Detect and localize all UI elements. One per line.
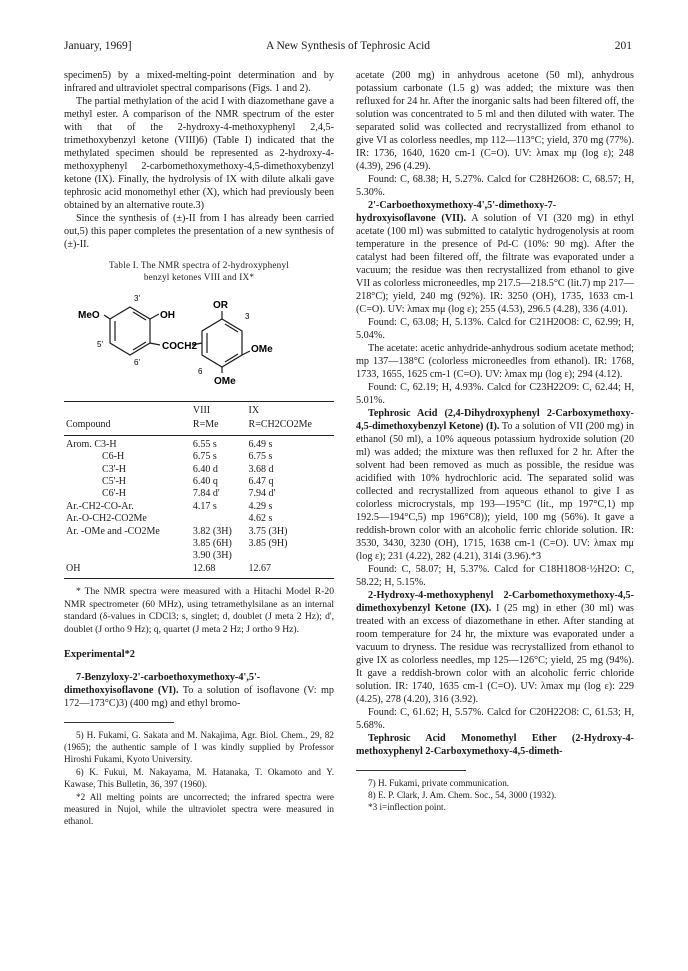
table-cell: C6'-H <box>102 488 127 500</box>
footnote-divider <box>64 722 174 723</box>
table-cell: 3.75 (3H) <box>248 525 288 537</box>
table-row <box>64 476 334 488</box>
paragraph-text: To a solution of isoflavone (V: mp 172—173°C)3) (400 mg) and ethyl bromo- <box>64 685 334 710</box>
table-cell: Ar.-CH2-CO-Ar. <box>66 500 134 512</box>
analysis-line: Found: C, 68.38; H, 5.27%. Calcd for C28H26O8: C, 68.57; H, 5.30%. <box>356 174 634 198</box>
table-cell: C6-H <box>102 451 125 463</box>
table-cell: 4.17 s <box>192 500 217 512</box>
table-cell: 7.94 d' <box>248 488 276 500</box>
table-cell: 4.29 s <box>248 500 273 512</box>
table-row <box>64 550 334 562</box>
table-cell <box>64 538 191 550</box>
compound-heading: 2-Hydroxy-4-methoxyphenyl 2-Carbomethoxymethoxy-4,5-dimethoxybenzyl Ketone (IX). <box>356 590 634 614</box>
table-cell: Ar. -OMe and -CO2Me <box>66 525 160 537</box>
nmr-table <box>64 401 334 579</box>
table-row <box>64 501 334 513</box>
compound-heading: 2'-Carboethoxymethoxy-4',5'-dimethoxy-7-hydroxyisoflavone (VII). <box>356 200 557 224</box>
table-cell: 6.49 s <box>248 438 273 450</box>
ome-bottom-label: OMe <box>214 376 236 387</box>
paragraph-text: A solution of VI (320 mg) in ethyl acetate (100 ml) was submitted to catalytic hydrogenolysis at room temperature in the presence of Pd-C (10%: 90 mg). After the catalyst had been filtered off, the filtrate was evaporated under a vacuum; the residue was then recrystallized from ethanol to give VII as colorless microneedles, mp 217.5—218.5°C (lit.7) mp 217—218°C); yield, 240 mg (92%). IR: 3250 (OH), 1735, 1633 cm-1 (C=O). UV: λmax mμ (log ε); 255 (4.53), 296.5 (4.28), 336 (4.01). <box>356 213 634 315</box>
analysis-line: Found: C, 62.19; H, 4.93%. Calcd for C23H22O9: C, 62.44; H, 5.01%. <box>356 382 634 406</box>
table-cell: C5'-H <box>102 476 127 488</box>
compound-heading: Tephrosic Acid (2,4-Dihydroxyphenyl 2-Carboxymethoxy-4,5-dimethoxybenzyl Ketone) (I). <box>356 408 634 432</box>
table-row <box>64 563 334 579</box>
position-label: 5' <box>97 340 103 349</box>
table-caption-line: Table I. The NMR spectra of 2-hydroxyphenyl <box>108 260 289 270</box>
page-number: 201 <box>614 40 632 52</box>
coch2-label: COCH2 <box>162 341 198 352</box>
table-row <box>64 538 334 550</box>
experimental-paragraph <box>64 671 334 710</box>
table-cell: 3.85 (9H) <box>248 538 288 550</box>
left-column <box>64 69 334 828</box>
footnote: 6) K. Fukui, M. Nakayama, M. Hatanaka, T. Okamoto and Y. Kawase, This Bulletin, 36, 397 (1960). <box>64 767 334 790</box>
table-cell: 6.75 s <box>248 451 273 463</box>
table-cell: 6.75 s <box>192 451 217 463</box>
position-label: 3 <box>245 312 250 321</box>
table-cell: 6.40 q <box>192 476 218 488</box>
table-cell <box>191 513 247 525</box>
paragraph-text: I (25 mg) in ether (30 ml) was treated with an excess of diazomethane in ether. After standing at room temperature for 24 hr, the mixture was evaporated under a vacuum to dryness. The residue was recrystallized from ethanol to give IX as colorless needles, mp 125—126°C; yield, 25 mg (94%). It gave a reddish-brown color with an alcoholic ferric chloride solution. IR: 1740, 1635 cm-1 (C=O). UV: λmax mμ (log ε): 229 (4.25), 278 (4.20), 316 (3.92). <box>356 603 634 705</box>
table-cell <box>247 550 334 562</box>
section-heading: Experimental*2 <box>64 649 135 661</box>
table-cell: 3.90 (3H) <box>192 550 232 562</box>
footnote: 7) H. Fukami, private communication. <box>368 778 510 788</box>
footnote: 8) E. P. Clark, J. Am. Chem. Soc., 54, 3000 (1932). <box>368 790 557 800</box>
analysis-line: Found: C, 63.08; H, 5.13%. Calcd for C21H20O8: C, 62.99; H, 5.04%. <box>356 317 634 341</box>
running-header <box>64 40 632 56</box>
analysis-line: Found: C, 58.07; H, 5.37%. Calcd for C18H18O8·½H2O: C, 58.22; H, 5.15%. <box>356 564 634 588</box>
table-subheader: R=Me <box>191 418 247 435</box>
table-cell: 3.85 (6H) <box>192 538 232 550</box>
footnote-divider <box>356 770 466 771</box>
experimental-paragraph <box>356 199 634 316</box>
table-cell: Ar.-O-CH2-CO2Me <box>66 513 147 525</box>
table-caption <box>64 259 334 283</box>
footnote: 5) H. Fukami, G. Sakata and M. Nakajima, Agr. Biol. Chem., 29, 82 (1965); the authentic sample of I was kindly supplied by Professor Hiroshi Fukami, Kyoto University. <box>64 730 334 765</box>
header-title: A New Synthesis of Tephrosic Acid <box>265 40 431 52</box>
ome-right-label: OMe <box>251 344 273 355</box>
compound-heading: Tephrosic Acid Monomethyl Ether (2-Hydroxy-4-methoxyphenyl 2-Carboxymethoxy-4,5-dimeth- <box>356 733 634 757</box>
paragraph-text: To a solution of VII (200 mg) in ethanol (50 ml), a 10% aqueous potassium hydroxide solution (20 ml) was added; the mixture was then refluxed for 2 hr. After the solvent had been removed as much as possible, the residue was acidified with 10% hydrochloric acid. The separated solid was collected and recrystallized from aqueous ethanol to give I as colorless microcrystals, mp 193—195°C (lit., mp 197°C,1) mp 192.5—194°C,5) mp 196°C8)); yield, 100 mg (56%). It gave a reddish-brown color with an alcoholic ferric chloride solution. IR: 3530, 3430, 3230 (OH), 1715, 1638 cm-1 (C=O). UV: λmax mμ (log ε); 231 (4.22), 282 (4.21), 314i (3.96).*3 <box>356 421 634 562</box>
table-cell: OH <box>64 563 191 579</box>
table-row <box>64 464 334 476</box>
table-row <box>64 488 334 500</box>
paragraph: acetate (200 mg) in anhydrous acetone (50 ml), anhydrous potassium carbonate (1.5 g) was added; the mixture was then refluxed for 24 hr. After the inorganic salts had been filtered off, the solution was concentrated to 5 ml and then diluted with water. The separated solid was collected and recrystallized from ethanol to give VI as colorless needles, mp 112—113°C; yield, 370 mg (77%). IR: 1736, 1640, 1620 cm-1 (C=O). UV: λmax mμ (log ε); 248 (4.39), 296 (4.29). <box>356 70 634 172</box>
table-header: Compound <box>64 418 191 435</box>
footnote: *3 i=inflection point. <box>368 802 446 812</box>
analysis-line: Found: C, 61.62; H, 5.57%. Calcd for C20H22O8: C, 61.53; H, 5.68%. <box>356 707 634 731</box>
table-cell: 12.67 <box>247 563 334 579</box>
table-note: * The NMR spectra were measured with a Hitachi Model R-20 NMR spectrometer (60 MHz), using tetramethylsilane as an internal standard (δ-values in CDCl3; s, singlet; d, doublet (J meta 2 Hz); d', doublet (J ortho 9 Hz); q, quartet (J meta 2 Hz; J ortho 9 Hz). <box>64 586 334 635</box>
table-row <box>64 513 334 525</box>
position-label: 6 <box>198 367 203 376</box>
experimental-paragraph <box>356 589 634 706</box>
table-header: IX <box>247 402 334 419</box>
table-cell: 3.82 (3H) <box>192 525 232 537</box>
table-cell: 12.68 <box>191 563 247 579</box>
paragraph: The partial methylation of the acid I with diazomethane gave a methyl ester. A comparison of the NMR spectrum of the ester with that of the 2-hydroxy-4-methoxyphenyl 2,4,5-trimethoxybenzyl ketone (VIII)6) (Table I) indicated that the methylated specimen should be represented as 2-hydroxy-4-methoxyphenyl 2-carbomethoxymethoxy-4,5-dimethoxybenzyl ketone (IX). Finally, the hydrolysis of IX with dilute alkali gave tephrosic acid monomethyl ether (X), which had previously been obtained by an alternative route.3) <box>64 96 334 211</box>
chemical-structure <box>64 289 334 399</box>
experimental-paragraph <box>356 407 634 563</box>
right-column <box>356 69 634 813</box>
table-header <box>64 402 191 419</box>
table-cell: 7.84 d' <box>192 488 220 500</box>
table-header: VIII <box>191 402 247 419</box>
table-subheader: R=CH2CO2Me <box>247 418 334 435</box>
or-label: OR <box>213 300 228 311</box>
table-cell: 6.40 d <box>192 463 218 475</box>
table-caption-line: benzyl ketones VIII and IX* <box>143 272 255 282</box>
footnote: *2 All melting points are uncorrected; the infrared spectra were measured in Nujol, while the ultraviolet spectra were measured in ethanol. <box>64 792 334 827</box>
table-cell: 3.68 d <box>248 463 274 475</box>
position-label: 3' <box>134 294 140 303</box>
table-cell: 6.47 q <box>248 476 274 488</box>
paragraph: Since the synthesis of (±)-II from I has already been carried out,5) this paper completes the presentation of a new synthesis of (±)-II. <box>64 213 334 250</box>
paragraph: specimen5) by a mixed-melting-point determination and by infrared and ultraviolet spectral comparisons (Figs. 1 and 2). <box>64 70 334 94</box>
table-cell: 6.55 s <box>192 438 217 450</box>
table-cell: C3'-H <box>102 463 127 475</box>
table-row <box>64 451 334 463</box>
oh-label: OH <box>160 310 175 321</box>
position-label: 6' <box>134 358 140 367</box>
table-cell <box>64 550 191 562</box>
table-row <box>64 526 334 538</box>
meo-label: MeO <box>78 310 100 321</box>
table-cell: 4.62 s <box>248 513 273 525</box>
table-row <box>64 435 334 451</box>
paragraph: The acetate: acetic anhydride-anhydrous sodium acetate method; mp 137—138°C (colorless microneedles from ethanol). IR: 1768, 1733, 1655, 1625 cm-1 (C=O). UV: λmax mμ (log ε); 294 (4.12). <box>356 343 634 380</box>
header-date: January, 1969] <box>64 40 132 52</box>
table-cell: Arom. C3-H <box>66 438 117 450</box>
compound-heading: 7-Benzyloxy-2'-carboethoxymethoxy-4',5'-dimethoxyisoflavone (VI). <box>64 672 261 697</box>
